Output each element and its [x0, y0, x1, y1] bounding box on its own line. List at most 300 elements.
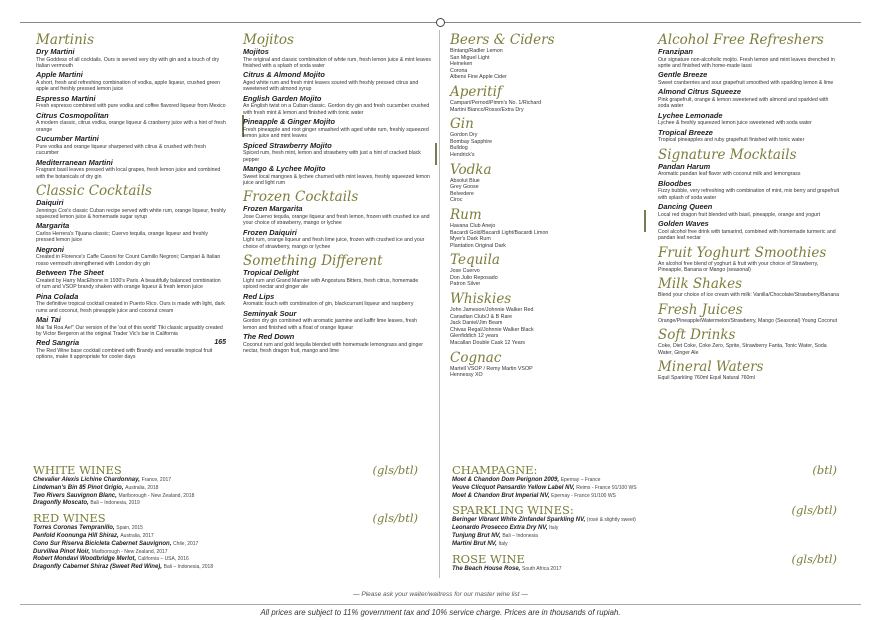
- menu-item: [36, 159, 226, 180]
- item-name: [243, 48, 431, 57]
- product-item: San Miguel Light: [450, 54, 490, 61]
- item-name-text: Bloodbes: [658, 178, 692, 188]
- product-item: John Jameson/Johnnie Walker Red: [450, 307, 534, 314]
- item-name-text: Spiced Strawberry Mojito: [243, 140, 332, 150]
- item-name-text: Lychee Lemonade: [658, 110, 723, 120]
- wine-unit-label: (gls/btl): [791, 551, 837, 566]
- product-item: Bombay Sapphire: [450, 138, 493, 145]
- section-title: Milk Shakes: [658, 276, 743, 293]
- item-name: [658, 112, 840, 121]
- menu-item: [658, 88, 840, 109]
- item-name-text: Margarita: [36, 221, 70, 231]
- item-name-text: Mai Tai: [36, 315, 61, 325]
- column-marker: [435, 143, 437, 165]
- section-title: Something Different: [243, 253, 383, 270]
- wine-row: [452, 541, 837, 549]
- wine-name: Leonardo Prosecco Extra Dry NV,: [452, 525, 548, 532]
- item-description: Our signature non-alcoholic mojito. Fresh lemon and mint leaves drenched in sprite and finished with home-made lassi: [658, 56, 835, 69]
- menu-item: [36, 199, 226, 220]
- wine-group-title: [33, 511, 418, 525]
- menu-section: [658, 302, 840, 324]
- item-description: The Red Wine base cocktail combined with Brandy and versatile tropical fruit options, make it appropriate for cooler days: [36, 348, 213, 361]
- item-name-text: Between The Sheet: [36, 268, 104, 278]
- item-name-text: Dry Martini: [36, 47, 75, 56]
- item-description: Created in Florence's Caffe Casoni for Count Camillo Negroni; Campari & Italian rosso vermouth strengthened with London dry gin: [36, 254, 221, 267]
- item-name: [36, 246, 226, 255]
- item-name: [243, 269, 431, 278]
- product-list: [450, 223, 630, 249]
- section-description: Blend your choice of ice cream with milk: Vanilla/Chocolate/Strawberry/Banana: [658, 292, 839, 299]
- item-description: A modern classic, citrus vodka, orange liqueur & cranberry juice with a hint of fresh orange: [36, 120, 226, 133]
- menu-item: [243, 95, 431, 116]
- item-description: Coconut rum and gold tequila blended with homemade lemongrass and ginger nectar, fresh dragon fruit, mango and lime: [243, 341, 423, 355]
- item-name: [36, 293, 226, 302]
- wine-row: [452, 525, 837, 533]
- menu-item: [658, 180, 840, 201]
- menu-item: [658, 129, 840, 144]
- product-item: Jack Daniel/Jim Beam: [450, 320, 503, 327]
- center-divider: [439, 30, 440, 578]
- menu-column-1: [36, 32, 226, 364]
- product-item: Plantation Original Dark: [450, 242, 506, 249]
- wine-origin: Chile, 2017: [173, 540, 199, 547]
- item-name-text: Almond Citrus Squeeze: [658, 87, 741, 97]
- wine-name: Lindeman's Bin 85 Pinot Grigio,: [33, 484, 124, 491]
- column-marker: [644, 210, 646, 232]
- product-list: [450, 366, 630, 379]
- item-name-text: Red Lips: [243, 291, 275, 301]
- wine-origin: Bali – Indonesia, 2018: [163, 564, 214, 571]
- wine-row: [33, 477, 418, 485]
- wine-name: The Beach House Rose,: [452, 565, 521, 572]
- menu-column-4: [658, 32, 840, 384]
- menu-section: [450, 84, 630, 113]
- item-name-text: Tropical Delight: [243, 268, 299, 278]
- product-item: Gordon Dry: [450, 132, 478, 139]
- item-description: Pure vodka and orange liqueur sharpened with citrus & crushed with fresh cucumber: [36, 143, 206, 157]
- menu-item: [36, 269, 226, 290]
- wine-name: Dragonfly Cabernet Shiraz (Sweet Red Wine),: [33, 564, 162, 571]
- wine-row: [33, 500, 418, 508]
- section-title: Mineral Waters: [658, 359, 764, 376]
- item-description: Jose Cuervo tequila, orange liqueur and fresh lemon, frozen with crushed ice and your choice of strawberry, mango or lychee: [243, 214, 430, 227]
- product-item: Albens Fine Apple Cider: [450, 74, 507, 81]
- wine-name: Tunjung Brut NV,: [452, 532, 501, 539]
- product-item: Macallan Double Cask 12 Years: [450, 340, 526, 347]
- item-name: [658, 203, 840, 212]
- wine-row: [33, 564, 418, 572]
- item-name: [243, 165, 431, 174]
- product-item: Campari/Pernod/Pimm's No. 1/Richard: [450, 99, 542, 106]
- menu-item: [243, 229, 431, 250]
- item-name-text: Negroni: [36, 244, 64, 254]
- item-description: Lychee & freshly squeezed lemon juice sweetened with soda water: [658, 120, 812, 127]
- wine-name: Moet & Chandon Brut Imperial NV,: [452, 492, 550, 499]
- wine-group-name: WHITE WINES: [33, 463, 122, 477]
- wine-row: [452, 493, 837, 501]
- wine-list-note: — Please ask your waiter/waitress for our master wine list —: [353, 591, 528, 598]
- wine-origin: Spain, 2015: [116, 525, 143, 532]
- wine-row: [33, 533, 418, 541]
- wine-row: [452, 485, 837, 493]
- wine-name: Martini Brut NV,: [452, 540, 497, 547]
- item-name: [243, 205, 431, 214]
- wine-origin: Marlborough - New Zealand, 2017: [91, 548, 168, 555]
- section-title: Fruit Yoghurt Smoothies: [658, 244, 827, 261]
- item-name-text: Daiquiri: [36, 198, 64, 208]
- product-list: [450, 48, 630, 81]
- section-title: Gin: [450, 116, 474, 133]
- item-name: [243, 95, 431, 104]
- section-description: An alcohol free blend of yoghurt & fruit with your choice of Strawberry, Pineapple, Banana or Mango (seasonal): [658, 260, 819, 274]
- item-name: [243, 71, 431, 80]
- item-description: The Goddess of all cocktails. Ours is served very dry with gin and a touch of dry Italian vermouth: [36, 56, 220, 69]
- menu-item: [243, 48, 431, 69]
- wine-group-name: ROSE WINE: [452, 551, 525, 566]
- menu-item: [658, 48, 840, 69]
- section-title: Aperitif: [450, 83, 502, 100]
- wine-origin: Epernay - France 91/100 WS: [551, 492, 616, 499]
- item-description: A short, fresh and refreshing combination of vodka, apple liqueur, crushed green apple and freshly pressed lemon juice: [36, 80, 220, 93]
- item-description: Fresh pineapple and root ginger smashed with aged white rum, freshly squeezed lemon juice and mint leaves: [243, 126, 429, 140]
- wine-origin: (rosé & slightly sweet): [586, 517, 636, 524]
- wine-row: [33, 541, 418, 549]
- menu-item: [243, 142, 431, 163]
- item-name-text: Seminyak Sour: [243, 308, 297, 318]
- wine-origin: Italy: [498, 540, 508, 547]
- item-name: [243, 142, 431, 151]
- item-name: [36, 135, 226, 144]
- item-description: Sweet cranberries and sour grapefruit smoothed with sparkling lemon & lime: [658, 80, 834, 86]
- section-title: Mojitos: [243, 32, 294, 48]
- item-name-text: Mediterranean Martini: [36, 157, 113, 167]
- section-title: Cognac: [450, 349, 502, 366]
- item-name-text: Pandan Harum: [658, 161, 711, 171]
- menu-section: [658, 276, 840, 298]
- item-name-text: Citrus Cosmopolitan: [36, 110, 109, 120]
- section-title: Whiskies: [450, 291, 512, 308]
- wine-name: Durvillea Pinot Noir,: [33, 548, 91, 555]
- wine-group: [33, 463, 418, 508]
- menu-item: [658, 112, 840, 127]
- wine-row: [452, 517, 837, 525]
- wine-origin: Australia, 2018: [125, 484, 159, 491]
- item-name-text: Espresso Martini: [36, 93, 96, 103]
- item-name: [658, 220, 840, 229]
- item-description: Light rum, orange liqueur and fresh lime juice, frozen with crushed ice and your choice of strawberry, mango or lychee: [243, 237, 425, 250]
- item-name: [36, 112, 226, 121]
- wine-row: [33, 525, 418, 533]
- menu-section: [243, 32, 431, 186]
- item-name-text: Gentle Breeze: [658, 70, 708, 80]
- wine-row: [33, 485, 418, 493]
- item-name: [36, 95, 226, 104]
- menu-item: [36, 222, 226, 243]
- wine-origin: Australia, 2017: [120, 532, 154, 539]
- footer-note: All prices are subject to 11% government tax and 10% service charge. Prices are in thousands of rupiah.: [260, 608, 621, 617]
- item-name: [36, 199, 226, 208]
- item-name: [658, 71, 840, 80]
- section-title: Fresh Juices: [658, 301, 743, 318]
- item-name: [243, 310, 431, 319]
- top-ornament: [436, 18, 445, 27]
- wine-row: [452, 566, 837, 574]
- menu-column-2: [243, 32, 431, 357]
- product-item: Martini Bianco/Rosso/Extra Dry: [450, 106, 524, 113]
- wine-origin: Italy: [549, 525, 559, 532]
- wine-origin: Reims - France 91/100 WS: [576, 484, 637, 491]
- wine-group: [452, 552, 837, 574]
- menu-item: [36, 339, 226, 360]
- section-description: Coke, Diet Coke, Coke Zero, Sprite, Strawberry Fanta, Tonic Water, Soda Water, Ginger Ale: [658, 343, 827, 356]
- wine-origin: France, 2017: [141, 477, 172, 483]
- wine-name: Beringer Vibrant White Zinfandel Sparkling NV,: [452, 517, 586, 524]
- item-name-text: Frozen Daiquiri: [243, 227, 297, 237]
- item-name: [658, 88, 840, 97]
- menu-section: [450, 116, 630, 158]
- menu-section: [658, 327, 840, 356]
- menu-item: [243, 333, 431, 354]
- section-description: Equil Sparkling 760ml Equil Natural 760ml: [658, 375, 755, 382]
- menu-section: [450, 350, 630, 379]
- section-title: Martinis: [36, 32, 95, 48]
- product-list: [450, 268, 630, 288]
- product-item: Canadian Club/J & B Rare: [450, 313, 513, 320]
- product-item: Hennessy XO: [450, 372, 483, 379]
- section-title: Alcohol Free Refreshers: [658, 32, 824, 48]
- item-name-text: Pina Colada: [36, 291, 79, 301]
- menu-section: [658, 32, 840, 144]
- menu-section: [450, 162, 630, 204]
- menu-item: [36, 246, 226, 267]
- menu-section: [450, 291, 630, 347]
- product-item: Chivas Regal/Johnnie Walker Black: [450, 326, 534, 333]
- item-name: [36, 71, 226, 80]
- menu-section: [243, 189, 431, 250]
- wine-group-title: [452, 552, 837, 566]
- wine-group-title: [33, 463, 418, 477]
- menu-item: [243, 293, 431, 308]
- wine-origin: Marlborough - New Zealand, 2018: [118, 492, 195, 499]
- product-item: Belvedere: [450, 190, 474, 197]
- wine-name: Moet & Chandon Dom Perignon 2009,: [452, 477, 560, 483]
- item-name: [36, 159, 226, 168]
- menu-section: [450, 207, 630, 249]
- item-description: Fresh espresso combined with pure vodka and coffee flavored liqueur from Mexico: [36, 103, 226, 110]
- wine-row: [452, 477, 837, 485]
- wine-name: Chevalier Alexis Lichine Chardonnay,: [33, 477, 140, 483]
- item-name-text: Franzipan: [658, 47, 693, 56]
- item-name-text: Citrus & Almond Mojito: [243, 70, 325, 80]
- wine-row: [33, 549, 418, 557]
- item-name-text: Mojitos: [243, 47, 269, 56]
- menu-item: [658, 220, 840, 241]
- item-name: [658, 129, 840, 138]
- product-item: Patron Silver: [450, 281, 481, 288]
- wine-group-title: [452, 503, 837, 517]
- wine-group-name: CHAMPAGNE:: [452, 463, 538, 477]
- item-description: Tropical pineapples and ruby grapefruit finished with tonic water: [658, 137, 805, 144]
- wine-list-right: [452, 463, 837, 576]
- menu-section: [658, 359, 840, 381]
- menu-item: [243, 165, 431, 186]
- ask-text: Please ask your waiter/waitress for our master wine list: [361, 591, 520, 598]
- wine-group: [452, 503, 837, 548]
- item-description: The definitive tropical cocktail created in Puerto Rico. Ours is made with light, dark rums and coconut, fresh pineapple juice and coconut cream: [36, 301, 225, 314]
- item-name-text: Frozen Margarita: [243, 204, 303, 214]
- wine-name: Torres Coronas Tempranillo,: [33, 525, 115, 532]
- item-name-text: Tropical Breeze: [658, 127, 713, 137]
- item-description: Created by Harry MacElhone in 1930's Paris. A beautifully balanced combination of rum and VSOP brandy shaken with orange liqueur & fresh lemon juice: [36, 277, 221, 291]
- menu-section: [243, 253, 431, 354]
- menu-column-3: [450, 32, 630, 382]
- item-description: Light rum and Grand Marnier with Angostura Bitters, fresh citrus, homemade spiced nectar and ginger ale: [243, 277, 419, 291]
- product-item: Hendrick's: [450, 151, 475, 158]
- bottom-rule: [20, 604, 861, 605]
- menu-item: [243, 118, 431, 139]
- wine-row: [452, 533, 837, 541]
- item-description: Spiced rum, fresh mint, lemon and strawberry with just a hint of cracked black pepper: [243, 150, 421, 163]
- item-name: [243, 333, 431, 342]
- wine-name: Cono Sur Riserva Bicicleta Cabernet Sauvignon,: [33, 540, 172, 547]
- product-list: [450, 307, 630, 347]
- menu-item: [243, 269, 431, 290]
- menu-item: [658, 163, 840, 178]
- wine-group: [452, 463, 837, 500]
- product-item: Martell VSOP / Remy Martin VSOP: [450, 365, 533, 372]
- product-item: Havana Club Anejo: [450, 222, 496, 229]
- item-name-text: Golden Waves: [658, 219, 709, 229]
- product-item: Grey Goose: [450, 184, 479, 191]
- wine-unit-label: (gls/btl): [372, 463, 418, 477]
- wine-row: [33, 493, 418, 501]
- wine-list-left: [33, 463, 418, 575]
- menu-section: [450, 252, 630, 288]
- wine-group: [33, 511, 418, 572]
- item-description: Carlos Herrera's Tijuana classic; Cuervo tequila, orange liqueur and freshly pressed lemon juice: [36, 231, 208, 244]
- item-name-text: The Red Down: [243, 332, 295, 342]
- wine-group-name: RED WINES: [33, 511, 106, 526]
- item-name-text: Mango & Lychee Mojito: [243, 164, 326, 174]
- section-title: Signature Mocktails: [658, 146, 797, 163]
- menu-section: [36, 32, 226, 180]
- menu-item: [36, 48, 226, 69]
- item-description: An English twist on a Cuban classic. Gordon dry gin and fresh cucumber crushed with fresh mint & lemon and finished with tonic water: [243, 103, 430, 116]
- product-list: [450, 132, 630, 158]
- item-description: Aromatic pandan leaf flavor with coconut milk and lemongrass: [658, 171, 801, 178]
- item-description: Cool alcohol free drink with tamarind, combined with homemade turmeric and pandan leaf nectar: [658, 228, 836, 242]
- menu-item: [243, 71, 431, 92]
- product-item: Don Julio Reposado: [450, 274, 498, 281]
- item-description: Fragrant basil leaves pressed with local grapes, fresh lemon juice and combined with the botanicals of dry gin: [36, 167, 221, 180]
- product-item: Heineken: [450, 61, 473, 68]
- product-list: [450, 100, 630, 113]
- product-item: Ciroc: [450, 197, 463, 204]
- wine-origin: Epernay – France: [560, 477, 601, 483]
- item-name: [36, 48, 226, 57]
- item-price: 165: [214, 339, 226, 347]
- item-name-text: English Garden Mojito: [243, 93, 322, 103]
- wine-row: [33, 556, 418, 564]
- menu-item: [36, 95, 226, 110]
- menu-item: [36, 293, 226, 314]
- wine-unit-label: (gls/btl): [372, 511, 418, 526]
- item-name: [658, 163, 840, 172]
- menu-section: [658, 147, 840, 242]
- section-title: Rum: [450, 206, 482, 223]
- menu-section: [658, 245, 840, 274]
- wine-origin: Bali – Indonesia: [502, 532, 538, 539]
- item-name: [36, 339, 226, 348]
- section-title: Beers & Ciders: [450, 32, 555, 48]
- item-description: Local red dragon fruit blended with basil, pineapple, orange and yogurt: [658, 211, 821, 218]
- item-description: Pink grapefruit, orange & lemon sweetened with almond and sparkled with soda water: [658, 97, 829, 110]
- product-list: [450, 178, 630, 204]
- section-title: Frozen Cocktails: [243, 189, 359, 206]
- section-title: Vodka: [450, 161, 492, 178]
- menu-item: [36, 316, 226, 337]
- item-name-text: Apple Martini: [36, 70, 83, 80]
- menu-item: [243, 310, 431, 331]
- item-description: Mai Tai Roa Ae!" Our version of the 'out of this world' Tiki classic arguably created by Victor Bergeron at the original Trader Vic's bar in California: [36, 324, 223, 338]
- item-name: [36, 269, 226, 278]
- menu-section: [36, 183, 226, 361]
- product-item: Bintang/Radler Lemon: [450, 48, 503, 54]
- wine-origin: California – USA, 2016: [137, 556, 189, 563]
- wine-name: Dragonfly Moscato,: [33, 500, 89, 507]
- wine-name: Two Rivers Sauvignon Blanc,: [33, 492, 117, 499]
- section-title: Tequila: [450, 252, 500, 269]
- product-item: Bulldog: [450, 145, 468, 152]
- item-description: Gordon dry gin combined with aromatic jasmine and kaffir lime leaves, fresh lemon and finished with a float of orange liqueur: [243, 318, 418, 331]
- menu-item: [243, 205, 431, 226]
- wine-group-title: [452, 463, 837, 477]
- item-description: Aged white rum and fresh mint leaves soured with freshly pressed citrus and sweetened with almond syrup: [243, 80, 419, 93]
- item-name: [36, 222, 226, 231]
- item-name: [243, 229, 431, 238]
- product-item: Jose Cuervo: [450, 268, 480, 275]
- item-description: Aromatic touch with combination of gin, blackcurrant liqueur and raspberry: [243, 301, 414, 308]
- item-name: [658, 180, 840, 189]
- item-name-text: Cucumber Martini: [36, 134, 99, 144]
- item-description: Fizzy bubble, very refreshing with combination of mint, mix berry and grapefruit with splash of soda water: [658, 188, 840, 201]
- product-item: Bacardi Gold/Bacardi Light/Bacardi Limon: [450, 229, 549, 236]
- product-item: Glenfiddich 12 years: [450, 333, 499, 340]
- product-item: Absolut Blue: [450, 177, 480, 184]
- wine-unit-label: (btl): [812, 463, 837, 477]
- item-name-text: Red Sangria: [36, 338, 80, 348]
- section-description: Orange/Pineapple/Watermelon/Strawberry, Mango (Seasonal) Young Coconut: [658, 317, 838, 324]
- wine-unit-label: (gls/btl): [791, 503, 837, 518]
- item-description: Sweet local mangoes & lychee churned with mint leaves, freshly squeezed lemon juice and light rum: [243, 173, 430, 187]
- item-name: [243, 293, 431, 302]
- menu-item: [36, 112, 226, 133]
- wine-name: Veuve Clicquot Pansardin Yellow Label NV,: [452, 484, 575, 491]
- product-item: Myer's Dark Rum: [450, 236, 491, 243]
- wine-name: Penfold Koonunga Hill Shiraz,: [33, 532, 119, 539]
- menu-section: [450, 32, 630, 81]
- menu-item: [36, 135, 226, 156]
- product-item: Corona: [450, 67, 468, 74]
- menu-item: [658, 71, 840, 86]
- item-name-text: Pineapple & Ginger Mojito: [243, 117, 335, 127]
- menu-item: [36, 71, 226, 92]
- item-name: [243, 118, 431, 127]
- wine-origin: South Africa 2017: [522, 565, 562, 572]
- section-title: Soft Drinks: [658, 327, 736, 344]
- wine-group-name: SPARKLING WINES:: [452, 503, 574, 518]
- menu-item: [658, 203, 840, 218]
